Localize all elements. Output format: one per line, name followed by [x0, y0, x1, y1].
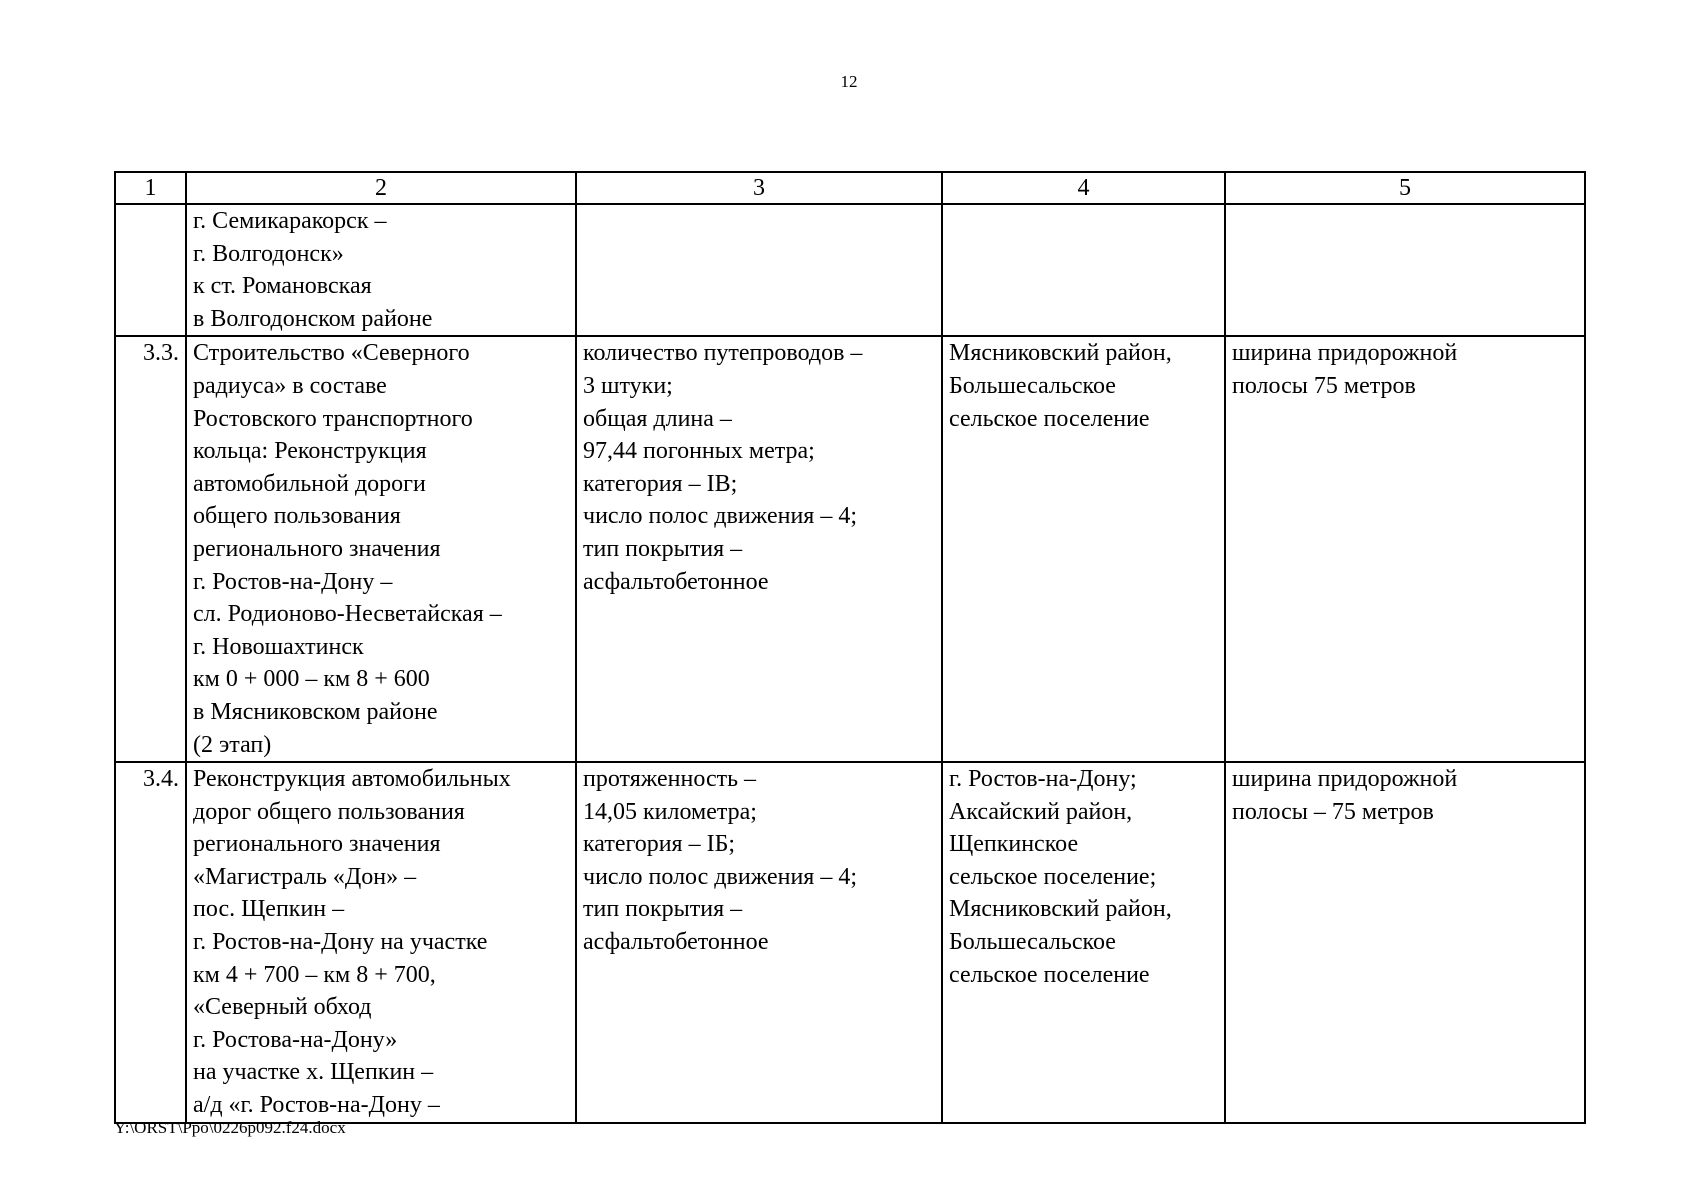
- object-name-cell: г. Семикаракорск – г. Волгодонск» к ст. Романовская в Волгодонском районе: [186, 204, 576, 336]
- column-header-3: 3: [576, 172, 942, 204]
- table-row: [115, 762, 1585, 1123]
- row-number-cell: 3.3.: [115, 336, 186, 762]
- row-number-cell: [115, 204, 186, 336]
- zone-cell: [1225, 204, 1585, 336]
- characteristics-cell: протяженность – 14,05 километра; категория – IБ; число полос движения – 4; тип покрытия – асфальтобетонное: [576, 762, 942, 1123]
- document-table: [114, 171, 1586, 1124]
- column-header-4: 4: [942, 172, 1225, 204]
- location-cell: г. Ростов-на-Дону; Аксайский район, Щепкинское сельское поселение; Мясниковский район, Большесальское сельское поселение: [942, 762, 1225, 1123]
- column-header-1: 1: [115, 172, 186, 204]
- column-header-2: 2: [186, 172, 576, 204]
- file-path-footer: Y:\ORST\Ppo\0226p092.f24.docx: [114, 1118, 346, 1137]
- page-number: 12: [840, 72, 858, 91]
- table-row: [115, 336, 1585, 762]
- object-name-cell: Строительство «Северного радиуса» в составе Ростовского транспортного кольца: Реконструкция автомобильной дороги общего пользования регионального значения г. Ростов-на-Дону – сл. Родионово-Несветайская – г. Новошахтинск км 0 + 000 – км 8 + 600 в Мясниковском районе (2 этап): [186, 336, 576, 762]
- zone-cell: ширина придорожной полосы – 75 метров: [1225, 762, 1585, 1123]
- table-header-row: [115, 172, 1585, 204]
- row-number-cell: 3.4.: [115, 762, 186, 1123]
- column-header-5: 5: [1225, 172, 1585, 204]
- table-row: [115, 204, 1585, 336]
- location-cell: Мясниковский район, Большесальское сельское поселение: [942, 336, 1225, 762]
- location-cell: [942, 204, 1225, 336]
- object-name-cell: Реконструкция автомобильных дорог общего пользования регионального значения «Магистраль «Дон» – пос. Щепкин – г. Ростов-на-Дону на участке км 4 + 700 – км 8 + 700, «Северный обход г. Ростова-на-Дону» на участке х. Щепкин – а/д «г. Ростов-на-Дону –: [186, 762, 576, 1123]
- characteristics-cell: [576, 204, 942, 336]
- zone-cell: ширина придорожной полосы 75 метров: [1225, 336, 1585, 762]
- characteristics-cell: количество путепроводов – 3 штуки; общая длина – 97,44 погонных метра; категория – IВ; число полос движения – 4; тип покрытия – асфальтобетонное: [576, 336, 942, 762]
